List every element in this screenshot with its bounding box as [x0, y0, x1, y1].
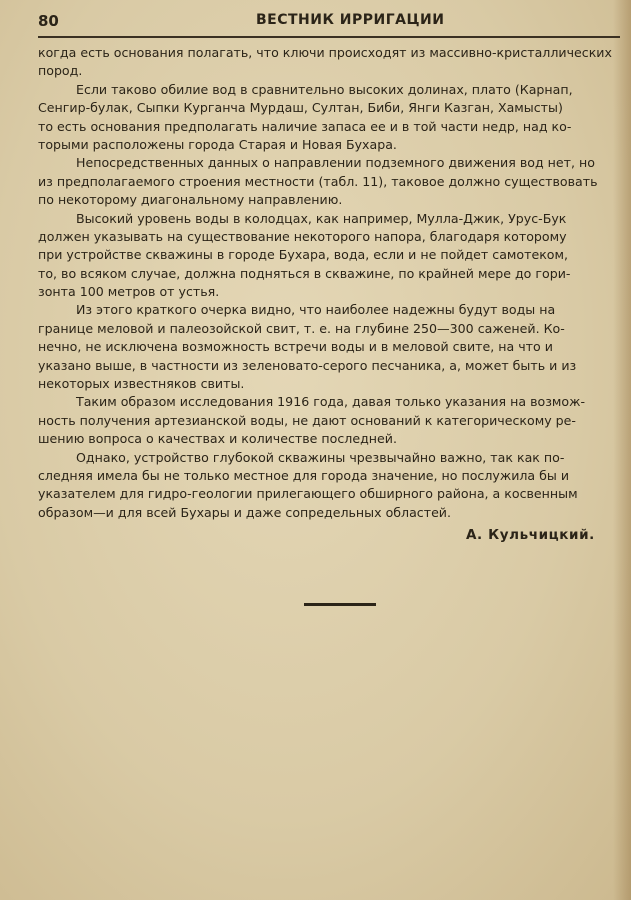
body-line: то, во всяком случае, должна подняться в скважине, по крайней мере до гори- [38, 265, 571, 281]
body-line: следняя имела бы не только местное для города значение, но послужила бы и [38, 467, 570, 483]
article-body [38, 44, 624, 522]
body-line: шению вопроса о качествах и количестве последней. [38, 431, 397, 447]
body-line: то есть основания предполагать наличие запаса ее и в той части недр, над ко- [38, 118, 572, 134]
body-line: Непосредственных данных о направлении подземного движения вод нет, но [76, 155, 595, 171]
body-line: при устройстве скважины в городе Бухара, вода, если и не пойдет самотеком, [38, 247, 569, 263]
end-rule [304, 603, 376, 606]
journal-title: ВЕСТНИК ИРРИГАЦИИ [256, 12, 445, 28]
author-signature: А. Кульчицкий. [466, 527, 595, 543]
body-line: торыми расположены города Старая и Новая Бухара. [38, 136, 397, 152]
body-line: ность получения артезианской воды, не дают оснований к категорическому ре- [38, 412, 576, 428]
body-line: Высокий уровень воды в колодцах, как например, Мулла-Джик, Урус-Бук [76, 210, 567, 226]
body-line: указателем для гидро-геологии прилегающего обширного района, а косвенным [38, 486, 578, 502]
body-line: Из этого краткого очерка видно, что наиболее надежны будут воды на [76, 302, 556, 318]
body-line: должен указывать на существование некоторого напора, благодаря которому [38, 228, 567, 244]
header-rule [38, 36, 620, 38]
body-line: Сенгир-булак, Сыпки Курганча Мурдаш, Султан, Биби, Янги Казган, Хамысты) [38, 100, 563, 116]
body-line: границе меловой и палеозойской свит, т. е. на глубине 250—300 саженей. Ко- [38, 320, 565, 336]
body-line: некоторых известняков свиты. [38, 376, 245, 392]
body-line: Таким образом исследования 1916 года, давая только указания на возмож- [76, 394, 586, 410]
body-line: образом—и для всей Бухары и даже сопредельных областей. [38, 504, 451, 520]
body-line: по некоторому диагональному направлению. [38, 192, 343, 208]
body-line: когда есть основания полагать, что ключи происходят из массивно-кристаллических [38, 45, 612, 60]
body-line: нечно, не исключена возможность встречи воды и в меловой свите, на что и [38, 339, 553, 355]
body-line: пород. [38, 63, 83, 79]
page-number: 80 [38, 12, 59, 30]
page-header [38, 12, 610, 36]
body-line: Если таково обилие вод в сравнительно высоких долинах, плато (Карнап, [76, 81, 573, 97]
body-line: из предполагаемого строения местности (табл. 11), таковое должно существовать [38, 173, 598, 189]
body-line: указано выше, в частности из зеленовато-серого песчаника, а, может быть и из [38, 357, 577, 373]
body-line: Однако, устройство глубокой скважины чрезвычайно важно, так как по- [76, 449, 565, 465]
body-line: зонта 100 метров от устья. [38, 284, 220, 300]
